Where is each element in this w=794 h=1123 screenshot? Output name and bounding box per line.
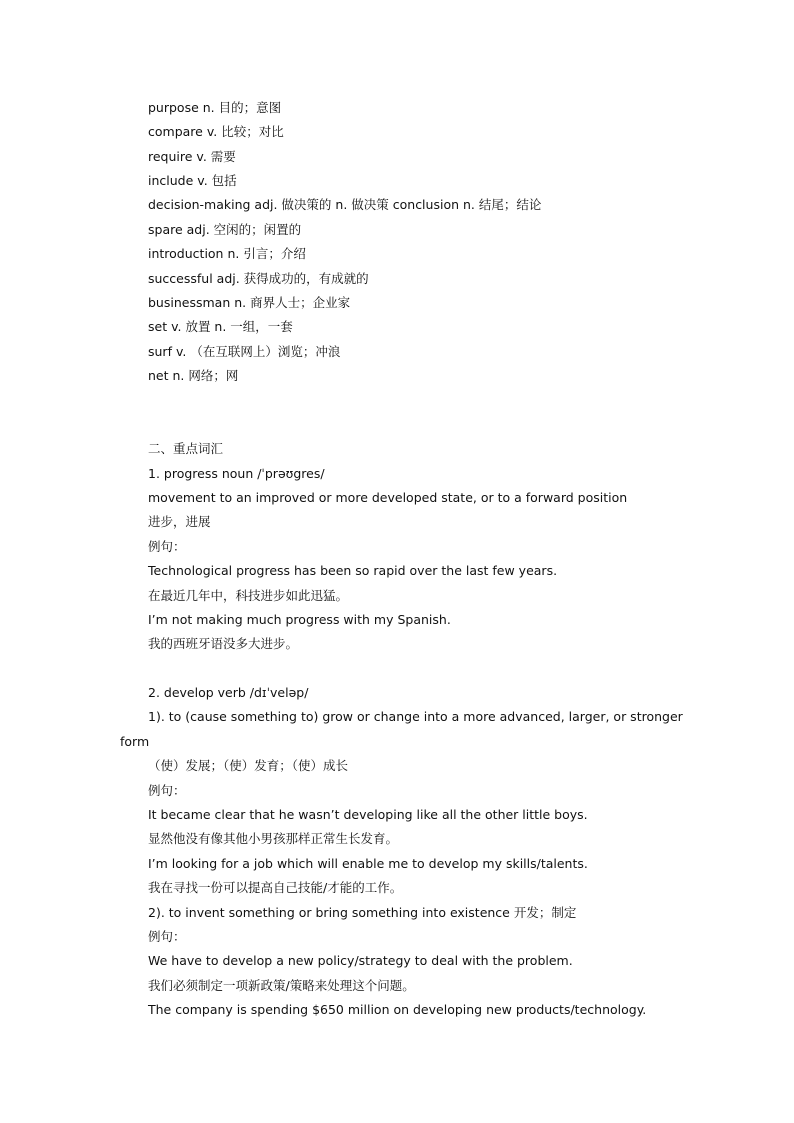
sense-definition: 2). to invent something or bring something into existence 开发；制定 [148,905,577,920]
vocab-item: include v. 包括 [148,173,237,188]
vocab-item: compare v. 比较；对比 [148,124,284,139]
entry-headword: 1. progress noun /ˈprəʊgres/ [148,466,325,481]
vocab-item: businessman n. 商界人士；企业家 [148,295,351,310]
example-sentence-en: I’m looking for a job which will enable me to develop my skills/talents. [148,856,588,871]
vocab-item: successful adj. 获得成功的，有成就的 [148,271,369,286]
vocab-item: spare adj. 空闲的；闲置的 [148,222,302,237]
example-label: 例句： [148,929,186,944]
example-sentence-en: The company is spending $650 million on developing new products/technology. [148,1002,647,1017]
vocab-item: require v. 需要 [148,149,236,164]
vocab-item: introduction n. 引言；介绍 [148,246,306,261]
example-sentence-en: We have to develop a new policy/strategy to deal with the problem. [148,953,573,968]
vocab-item: set v. 放置 n. 一组，一套 [148,319,293,334]
vocab-item: net n. 网络；网 [148,368,239,383]
vocab-item: surf v. （在互联网上）浏览；冲浪 [148,344,341,359]
section-heading: 二、重点词汇 [148,441,224,456]
example-label: 例句： [148,539,186,554]
example-sentence-en: It became clear that he wasn’t developing like all the other little boys. [148,807,588,822]
example-sentence-en: I’m not making much progress with my Spanish. [148,612,451,627]
example-sentence-zh: 我们必须制定一项新政策/策略来处理这个问题。 [148,978,415,993]
sense-definition-continued: form [120,734,150,749]
example-sentence-zh: 显然他没有像其他小男孩那样正常生长发育。 [148,831,399,846]
entry-definition: movement to an improved or more developed state, or to a forward position [148,490,628,505]
entry-translation: 进步，进展 [148,514,211,529]
sense-definition: 1). to (cause something to) grow or change into a more advanced, larger, or stronger [148,709,683,724]
example-sentence-zh: 在最近几年中，科技进步如此迅猛。 [148,588,349,603]
example-sentence-zh: 我的西班牙语没多大进步。 [148,636,299,651]
sense-translation: （使）发展；（使）发育；（使）成长 [148,758,349,773]
example-label: 例句： [148,783,186,798]
vocab-item: decision-making adj. 做决策的 n. 做决策 conclusion n. 结尾；结论 [148,197,542,212]
example-sentence-zh: 我在寻找一份可以提高自己技能/才能的工作。 [148,880,403,895]
entry-headword: 2. develop verb /dɪˈveləp/ [148,685,309,700]
vocab-item: purpose n. 目的；意图 [148,100,282,115]
example-sentence-en: Technological progress has been so rapid over the last few years. [148,563,558,578]
